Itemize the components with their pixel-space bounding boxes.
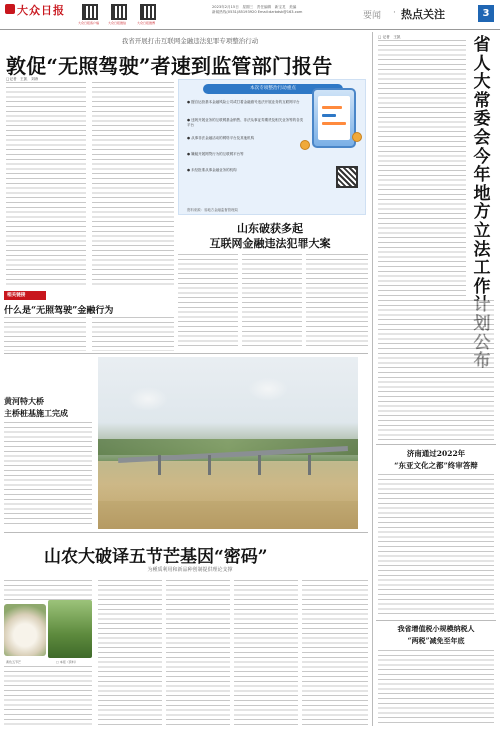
shandong-headline-2[interactable]: 互联网金融违法犯罪大案 <box>209 237 331 250</box>
related-link-tag: 相关链接 <box>4 291 46 300</box>
section-name: 要闻 <box>363 11 382 21</box>
infobox-item: ● 违规开展业务的互联网基金销售、非法从事证券期货及相关业务等的各类平台 <box>187 118 304 127</box>
lead-column-2 <box>92 82 174 287</box>
infobox-item: ● 未经批准从事金融业务的机构 <box>187 168 237 172</box>
related-column-2 <box>92 317 174 351</box>
shandong-column-1 <box>178 254 238 350</box>
agri-headline[interactable]: 山农大破译五节芒基因“密码” <box>44 547 268 567</box>
researchers-photo[interactable] <box>48 600 92 658</box>
infobox-item: ● 从事非法金融活动的网络平台及其他机构 <box>187 136 255 140</box>
shandong-column-3 <box>306 254 368 350</box>
photo-caption: □ 本报（资料） <box>56 660 78 664</box>
agri-column-intro <box>4 580 92 600</box>
agri-subhead: 为種质利用和新品种创制提供理论支撑 <box>147 567 233 573</box>
divider <box>376 620 496 621</box>
side-column-top <box>378 40 466 144</box>
page-number: 3 <box>478 5 494 22</box>
bridge-column <box>4 422 92 526</box>
agri-column-2 <box>98 580 162 726</box>
divider <box>4 353 368 354</box>
agri-column-5 <box>302 580 368 726</box>
section-title: 热点关注 <box>401 8 445 21</box>
jinan-headline-2[interactable]: “东亚文化之都”终审答辩 <box>394 461 478 470</box>
issue-info <box>212 5 302 15</box>
infobox-item: ● 嫌疑开展网贷行为的互联网平台等 <box>187 152 244 156</box>
divider <box>4 532 368 533</box>
bridge-photo[interactable] <box>98 357 358 529</box>
coin-icon <box>352 132 362 142</box>
infobox-source: 资料来源：省地方金融监督管理局 <box>187 208 238 212</box>
shandong-column-2 <box>242 254 302 350</box>
agri-column-4 <box>234 580 298 726</box>
masthead <box>0 0 500 30</box>
qr-code-icon <box>111 4 127 20</box>
lead-column-1 <box>6 82 86 287</box>
tax-column <box>378 650 494 726</box>
side-column-mid <box>378 146 466 296</box>
agri-column-1 <box>4 666 92 726</box>
shandong-headline-1[interactable]: 山东破获多起 <box>237 222 303 235</box>
related-column-1 <box>4 317 86 351</box>
tax-headline-1[interactable]: 我省增值税小规模纳税人 <box>397 624 475 633</box>
lead-headline[interactable]: 敦促“无照驾驶”者速到监管部门报告 <box>6 54 333 78</box>
side-byline: □ 记者 王凯 <box>378 35 401 39</box>
garlic-photo[interactable] <box>4 604 46 656</box>
related-headline[interactable]: 什么是“无照驾驶”金融行为 <box>4 306 114 316</box>
divider <box>376 444 496 445</box>
coin-icon <box>300 140 310 150</box>
phone-illustration-icon <box>312 88 356 148</box>
qr-code-icon <box>82 4 98 20</box>
infobox-item: ● 擅自运营基本金融风险公司或打着金融旗号违法开展业务的互联网平台 <box>187 100 300 104</box>
issue-date-line: 2023年2月15日 星期三 责任编辑 新宝龙 美编 <box>212 5 300 9</box>
qr-label: 大众日报微信 <box>108 21 127 25</box>
jinan-column <box>378 474 494 616</box>
jinan-headline-1[interactable]: 济南通过2022年 <box>406 449 466 458</box>
qr-label: 大众日报客户端 <box>78 21 100 25</box>
qr-label: 大众日报微博 <box>137 21 156 25</box>
lead-kicker: 我省开展打击互联网金融违法犯罪专项整治行动 <box>121 37 259 45</box>
photo-caption: 黄色五节芒 <box>6 660 22 664</box>
column-divider <box>372 32 373 726</box>
infobox-title: 本次专项整治行动重点 <box>203 84 343 94</box>
bridge-headline-1[interactable]: 黄河特大桥 <box>4 396 44 406</box>
side-column-low <box>378 300 494 440</box>
side-vertical-headline[interactable]: 省人大常委会今年地方立法工作 <box>473 35 491 297</box>
section-separator: · <box>393 8 396 18</box>
agri-column-3 <box>166 580 230 726</box>
newspaper-logo[interactable]: 大众日报 <box>17 4 65 17</box>
qr-code-icon <box>336 166 358 188</box>
lead-byline: □记者 王凯 刘涛 <box>6 77 39 81</box>
tax-headline-2[interactable]: “两税”减免至年底 <box>407 636 465 645</box>
issue-contact-line: 新闻热线(0531)85193920 Email:dzrbdsk@163.com <box>212 10 303 14</box>
newspaper-seal-icon <box>5 4 15 14</box>
qr-code-icon <box>140 4 156 20</box>
bridge-headline-2[interactable]: 主桥桩基施工完成 <box>4 408 68 418</box>
